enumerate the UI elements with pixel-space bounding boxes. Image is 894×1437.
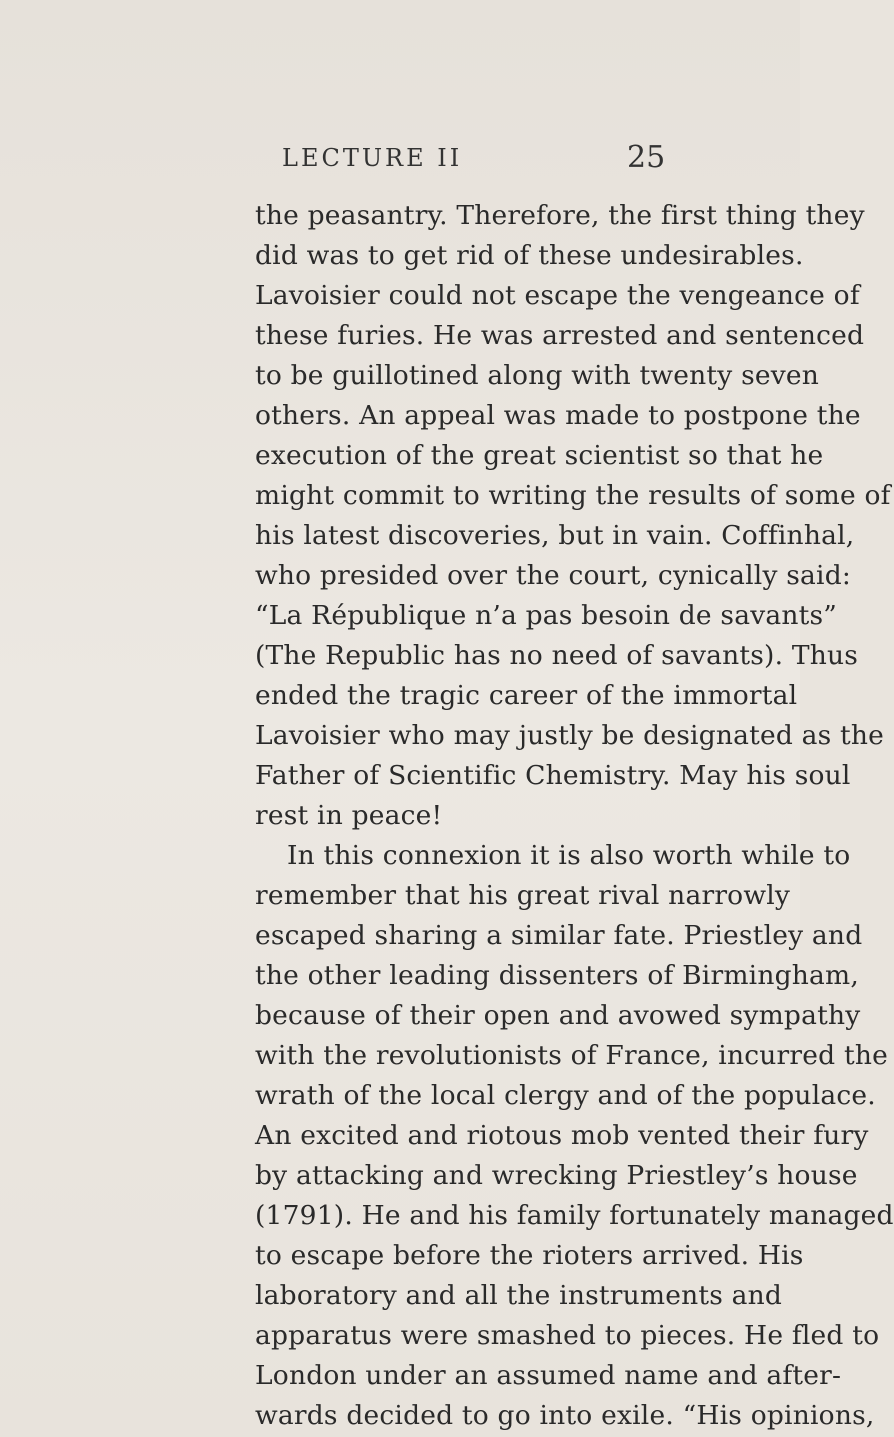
body-text [255, 196, 894, 1436]
text-line: did was to get rid of these undesirables. [255, 240, 804, 271]
running-head-title: LECTURE II [282, 144, 463, 172]
text-line: to be guillotined along with twenty seven [255, 360, 820, 391]
page-number: 25 [627, 140, 666, 175]
text-line: Lavoisier could not escape the vengeance of [255, 280, 860, 311]
text-line: (1791). He and his family fortunately managed [255, 1200, 894, 1231]
text-line: Father of Scientific Chemistry. May his soul [255, 760, 851, 791]
text-line: the other leading dissenters of Birmingham, [255, 960, 859, 991]
text-line: because of their open and avowed sympathy [255, 1000, 861, 1031]
text-line: In this connexion it is also worth while to [287, 840, 851, 871]
text-line: to escape before the rioters arrived. His [255, 1240, 804, 1271]
text-line: by attacking and wrecking Priestley’s house [255, 1160, 858, 1191]
text-line: laboratory and all the instruments and [255, 1280, 783, 1311]
text-line: Lavoisier who may justly be designated as the [255, 720, 885, 751]
text-line: London under an assumed name and after- [255, 1360, 842, 1391]
text-line: (The Republic has no need of savants). Thus [255, 640, 859, 671]
text-line: wards decided to go into exile. “His opinions, [255, 1400, 875, 1431]
text-line: ended the tragic career of the immortal [255, 680, 798, 711]
text-line: might commit to writing the results of some of [255, 480, 891, 511]
text-line: remember that his great rival narrowly [255, 880, 791, 911]
text-line: with the revolutionists of France, incurred the [255, 1040, 888, 1071]
text-line: An excited and riotous mob vented their fury [255, 1120, 869, 1151]
text-line: apparatus were smashed to pieces. He fled to [255, 1320, 880, 1351]
text-line: these furies. He was arrested and sentenced [255, 320, 865, 351]
text-line: his latest discoveries, but in vain. Coffinhal, [255, 520, 855, 551]
text-line: wrath of the local clergy and of the populace. [255, 1080, 876, 1111]
text-line: who presided over the court, cynically said: [255, 560, 852, 591]
text-line: rest in peace! [255, 800, 443, 831]
text-line: execution of the great scientist so that he [255, 440, 824, 471]
running-header [0, 140, 800, 180]
text-line: “La République n’a pas besoin de savants” [255, 600, 838, 631]
text-line: escaped sharing a similar fate. Priestley and [255, 920, 863, 951]
text-line: others. An appeal was made to postpone the [255, 400, 861, 431]
text-line: the peasantry. Therefore, the first thing they [255, 200, 865, 231]
